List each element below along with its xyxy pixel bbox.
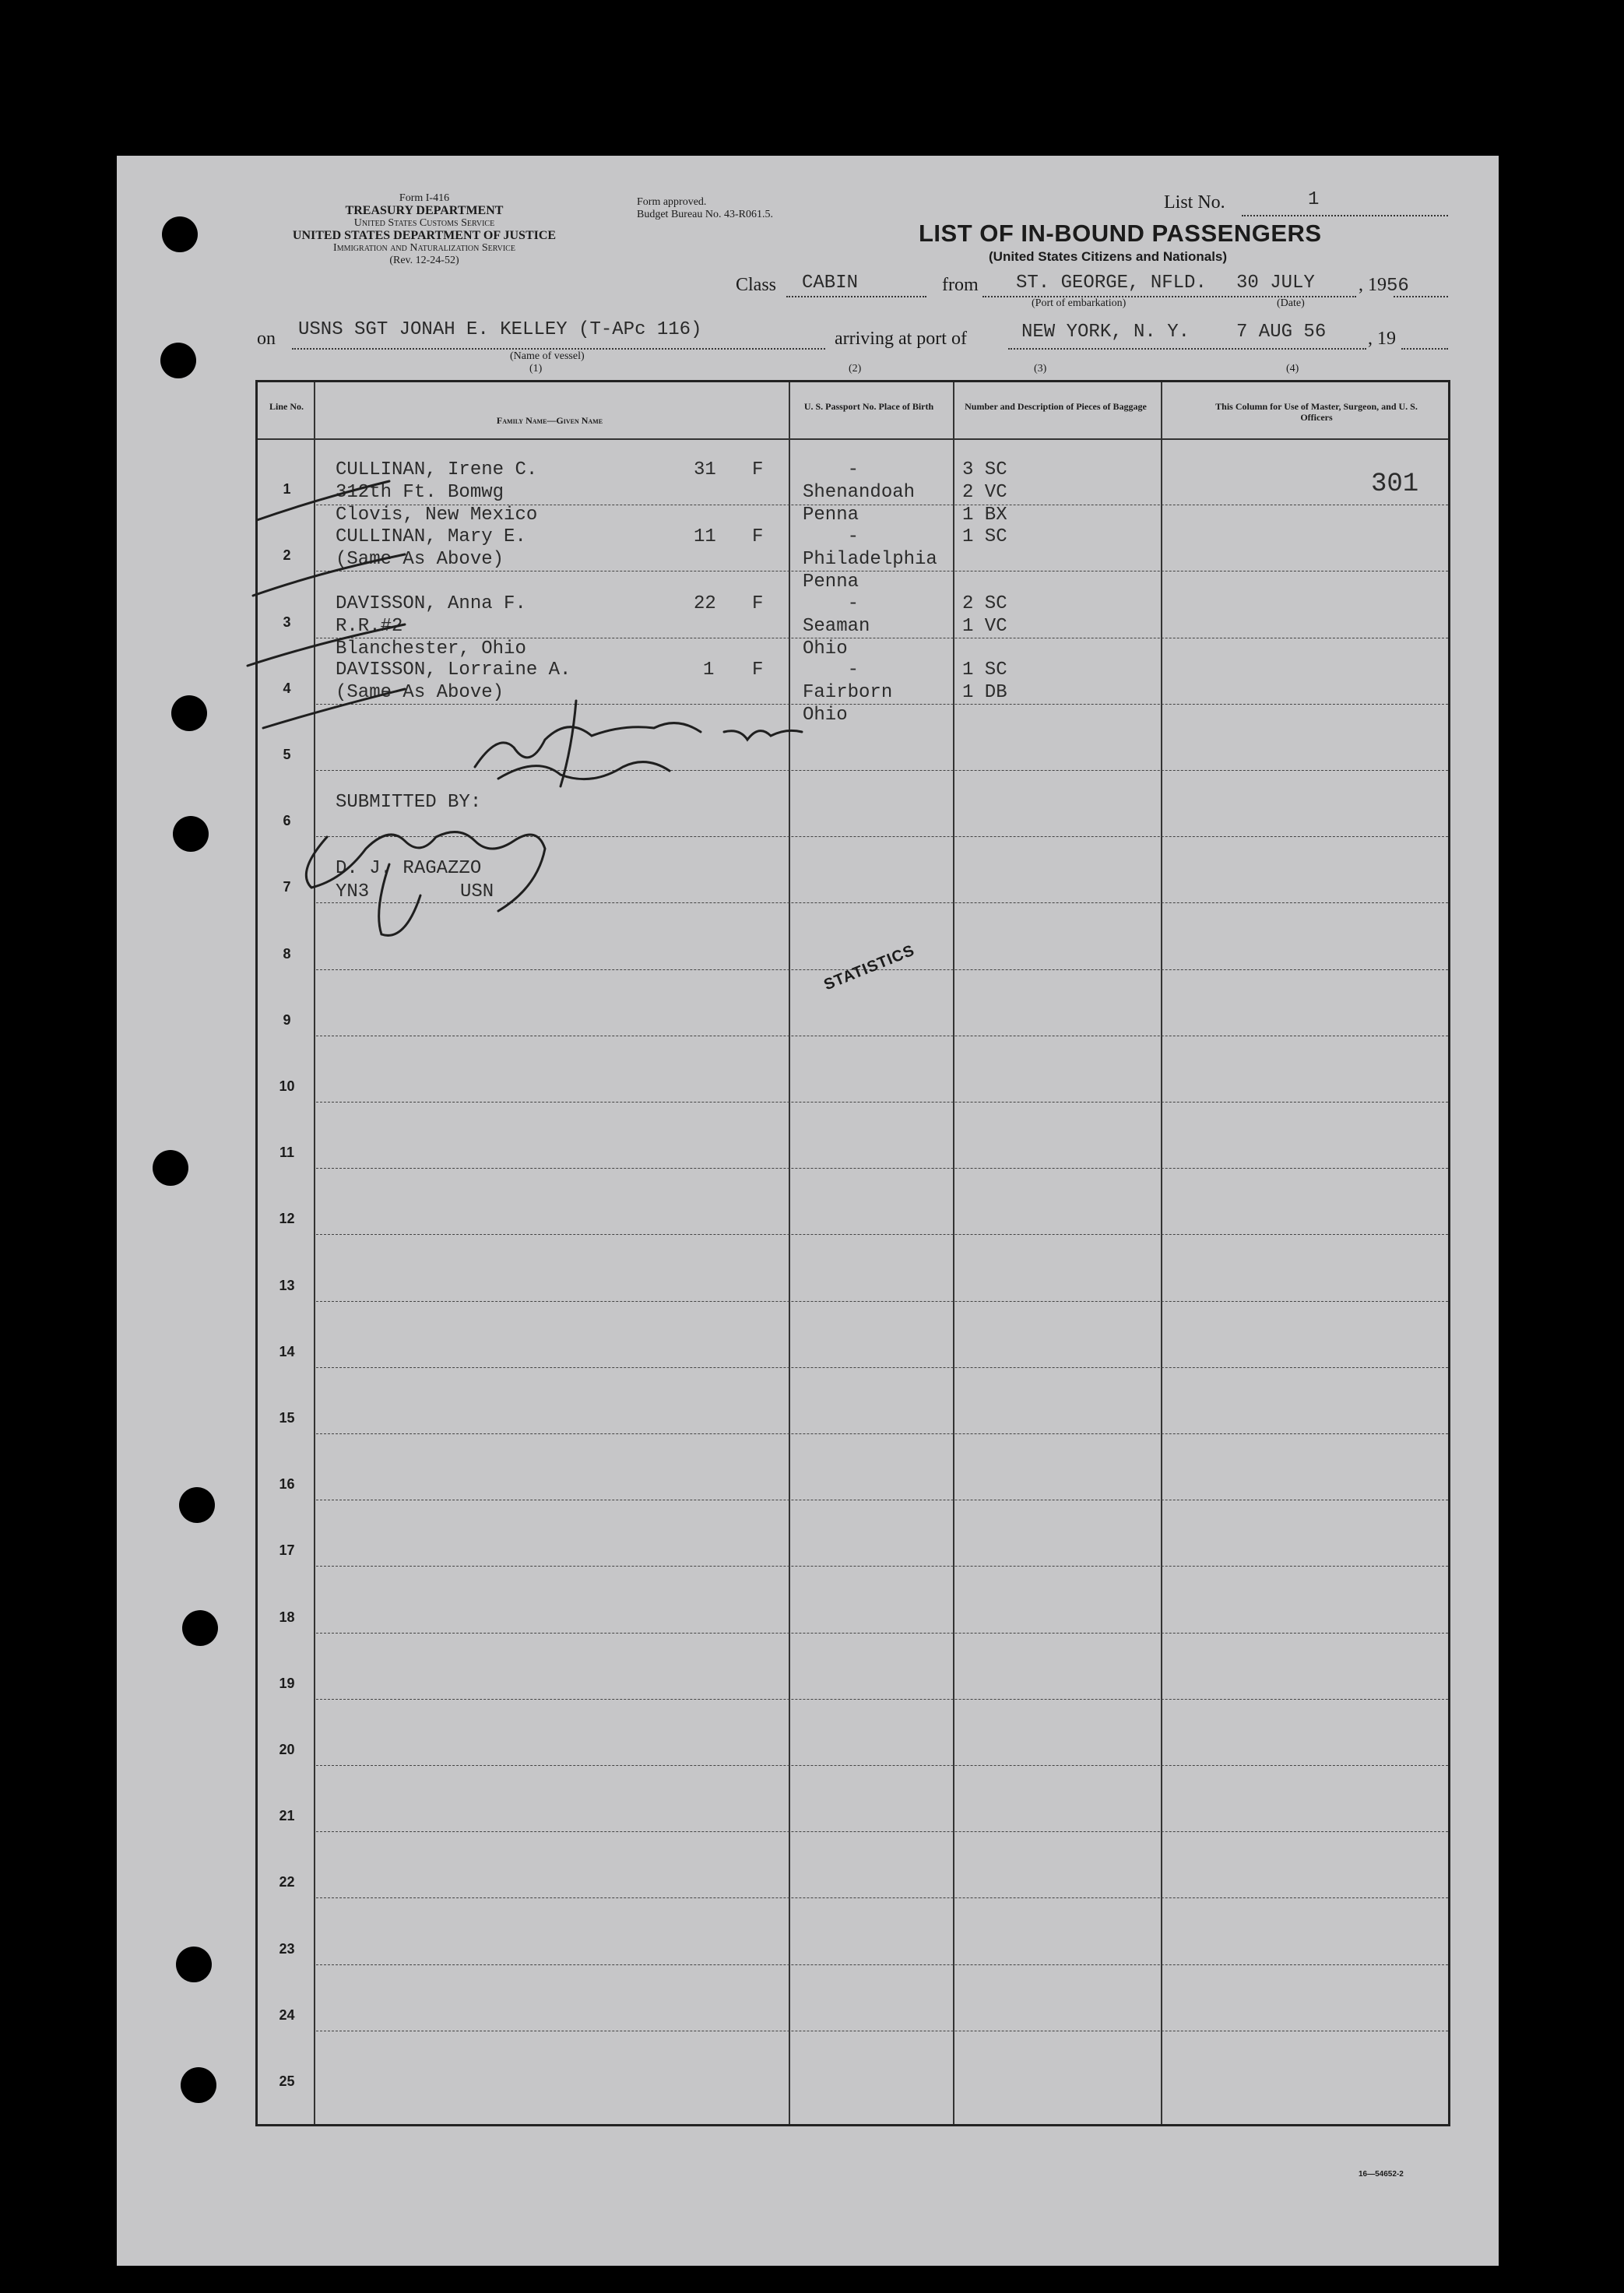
- row-rule: [316, 1234, 1448, 1235]
- form-approved-label: Form approved.: [637, 196, 707, 208]
- entry-2-passport: - Philadelphia Penna: [803, 526, 937, 593]
- page-subtitle: (United States Citizens and Nationals): [989, 249, 1228, 264]
- row-rule: [316, 1633, 1448, 1634]
- row-rule: [316, 1897, 1448, 1898]
- line-number: 8: [283, 945, 291, 962]
- header-officers: This Column for Use of Master, Surgeon, and U. S. Officers: [1215, 401, 1418, 423]
- row-rule: [316, 770, 1448, 771]
- col-num-2: (2): [849, 363, 862, 375]
- form-header-block: [249, 192, 599, 267]
- entry-1-sex: F: [752, 459, 764, 480]
- entry-4-passport: - Fairborn Ohio: [803, 659, 893, 726]
- approval-block: [637, 196, 773, 221]
- entry-4-age: 1: [703, 659, 715, 681]
- year-prefix: 19: [1368, 275, 1387, 295]
- entry-3-sex: F: [752, 593, 764, 614]
- submitter-name: D. J. RAGAZZO: [336, 858, 482, 879]
- justice-label: UNITED STATES DEPARTMENT OF JUSTICE: [292, 229, 557, 242]
- binder-hole: [153, 1150, 188, 1186]
- row-rule: [316, 1765, 1448, 1766]
- line-number: 4: [283, 680, 291, 696]
- entry-1-baggage: 3 SC 2 VC 1 BX: [962, 459, 1007, 526]
- row-rule: [316, 1831, 1448, 1832]
- line-number: 24: [279, 2006, 295, 2023]
- line-number: 21: [279, 1808, 295, 1824]
- customs-label: United States Customs Service: [353, 217, 495, 229]
- line-number: 12: [279, 1211, 295, 1227]
- row-rule: [316, 1301, 1448, 1302]
- binder-hole: [173, 816, 209, 852]
- entry-3-name: DAVISSON, Anna F. R.R.#2 Blanchester, Ohio: [336, 593, 526, 659]
- entry-2-name: CULLINAN, Mary E. (Same As Above): [336, 526, 526, 570]
- line-number: 22: [279, 1874, 295, 1890]
- submitter-branch: USN: [460, 881, 494, 902]
- row-rule: [316, 1566, 1448, 1567]
- row-rule: [316, 836, 1448, 837]
- vessel-col-num: (1): [529, 363, 543, 375]
- line-number: 16: [279, 1476, 295, 1493]
- year2-prefix: 19: [1377, 329, 1396, 349]
- list-number-label: List No.: [1164, 192, 1225, 213]
- line-number: 3: [283, 614, 291, 630]
- class-label: Class: [736, 275, 777, 295]
- entry-2-age: 11: [694, 526, 716, 547]
- port-embark-caption: (Port of embarkation): [1032, 297, 1127, 309]
- year2-field: , 19: [1368, 329, 1396, 349]
- line-number: 17: [279, 1542, 295, 1559]
- header-passport: U. S. Passport No. Place of Birth: [803, 401, 934, 412]
- vessel-name: USNS SGT JONAH E. KELLEY (T-APc 116): [298, 319, 702, 340]
- entry-1-passport: - Shenandoah Penna: [803, 459, 916, 526]
- embarkation-date: 30 JULY: [1236, 273, 1315, 294]
- entry-2-sex: F: [752, 526, 764, 547]
- class-value: CABIN: [802, 273, 859, 294]
- col-num-4: (4): [1286, 363, 1299, 375]
- header-line-no: Line No.: [269, 401, 304, 412]
- binder-hole: [162, 216, 198, 252]
- row-rule: [316, 1964, 1448, 1965]
- entry-4-name: DAVISSON, Lorraine A. (Same As Above): [336, 659, 571, 703]
- line-number: 2: [283, 547, 291, 564]
- entry-1-age: 31: [694, 459, 716, 480]
- arrival-port: NEW YORK, N. Y.: [1021, 322, 1190, 343]
- binder-hole: [176, 1947, 212, 1982]
- line-number: 23: [279, 1940, 295, 1957]
- binder-hole: [182, 1610, 218, 1646]
- treasury-label: TREASURY DEPARTMENT: [345, 204, 504, 217]
- on-label: on: [257, 329, 276, 349]
- entry-3-passport: - Seaman Ohio: [803, 593, 870, 659]
- row-rule: [316, 1102, 1448, 1103]
- line-number: 10: [279, 1078, 295, 1094]
- from-label: from: [942, 275, 979, 295]
- line-number: 18: [279, 1609, 295, 1625]
- statistics-stamp: STATISTICS: [821, 941, 918, 994]
- line-number: 11: [279, 1145, 295, 1161]
- col-num-3: (3): [1034, 363, 1047, 375]
- date-caption: (Date): [1277, 297, 1305, 309]
- line-number: 25: [279, 2073, 295, 2089]
- line-number: 6: [283, 813, 291, 829]
- embarkation-port: ST. GEORGE, NFLD.: [1016, 273, 1207, 294]
- arriving-label: arriving at port of: [835, 329, 967, 349]
- passenger-table: [255, 380, 1450, 2126]
- row-rule: [316, 1433, 1448, 1434]
- revision-label: (Rev. 12-24-52): [389, 255, 459, 266]
- line-number: 5: [283, 747, 291, 762]
- binder-hole: [160, 343, 196, 378]
- list-number-value: 1: [1308, 189, 1320, 210]
- vessel-caption: (Name of vessel): [510, 350, 585, 362]
- line-number: 9: [283, 1011, 291, 1028]
- header-baggage: Number and Description of Pieces of Baggage: [965, 401, 1147, 412]
- entry-4-sex: F: [752, 659, 764, 681]
- submitter-rank: YN3: [336, 881, 370, 902]
- line-number: 7: [283, 879, 291, 895]
- line-number: 20: [279, 1742, 295, 1757]
- entry-1-officer-note: 301: [1371, 470, 1419, 499]
- binder-hole: [171, 695, 207, 731]
- header-family-name: Family Name—Given Name: [496, 415, 603, 426]
- entry-2-baggage: 1 SC: [962, 526, 1007, 547]
- form-number: Form I-416: [399, 192, 450, 204]
- year-value: 56: [1387, 276, 1409, 297]
- year-field: , 1956: [1359, 275, 1409, 297]
- entry-3-baggage: 2 SC 1 VC: [962, 593, 1007, 637]
- row-rule: [316, 1367, 1448, 1368]
- binder-hole: [179, 1487, 215, 1523]
- immigration-label: Immigration and Naturalization Service: [333, 242, 515, 254]
- row-rule: [316, 1168, 1448, 1169]
- entry-3-age: 22: [694, 593, 716, 614]
- line-number: 19: [279, 1675, 295, 1691]
- entry-4-baggage: 1 SC 1 DB: [962, 659, 1007, 703]
- arrival-date: 7 AUG 56: [1236, 322, 1327, 343]
- line-number: 13: [279, 1277, 295, 1293]
- page-title: LIST OF IN-BOUND PASSENGERS: [919, 220, 1322, 247]
- binder-hole: [181, 2067, 216, 2103]
- entry-1-name: CULLINAN, Irene C. 312th Ft. Bomwg Clovis, New Mexico: [336, 459, 538, 526]
- line-number: 14: [279, 1343, 295, 1359]
- line-number: 1: [283, 481, 291, 498]
- submitted-by-label: SUBMITTED BY:: [336, 792, 482, 813]
- row-rule: [316, 1699, 1448, 1700]
- line-number: 15: [279, 1410, 295, 1426]
- footer-code: 16—54652-2: [1359, 2170, 1404, 2179]
- budget-label: Budget Bureau No. 43-R061.5.: [637, 209, 773, 220]
